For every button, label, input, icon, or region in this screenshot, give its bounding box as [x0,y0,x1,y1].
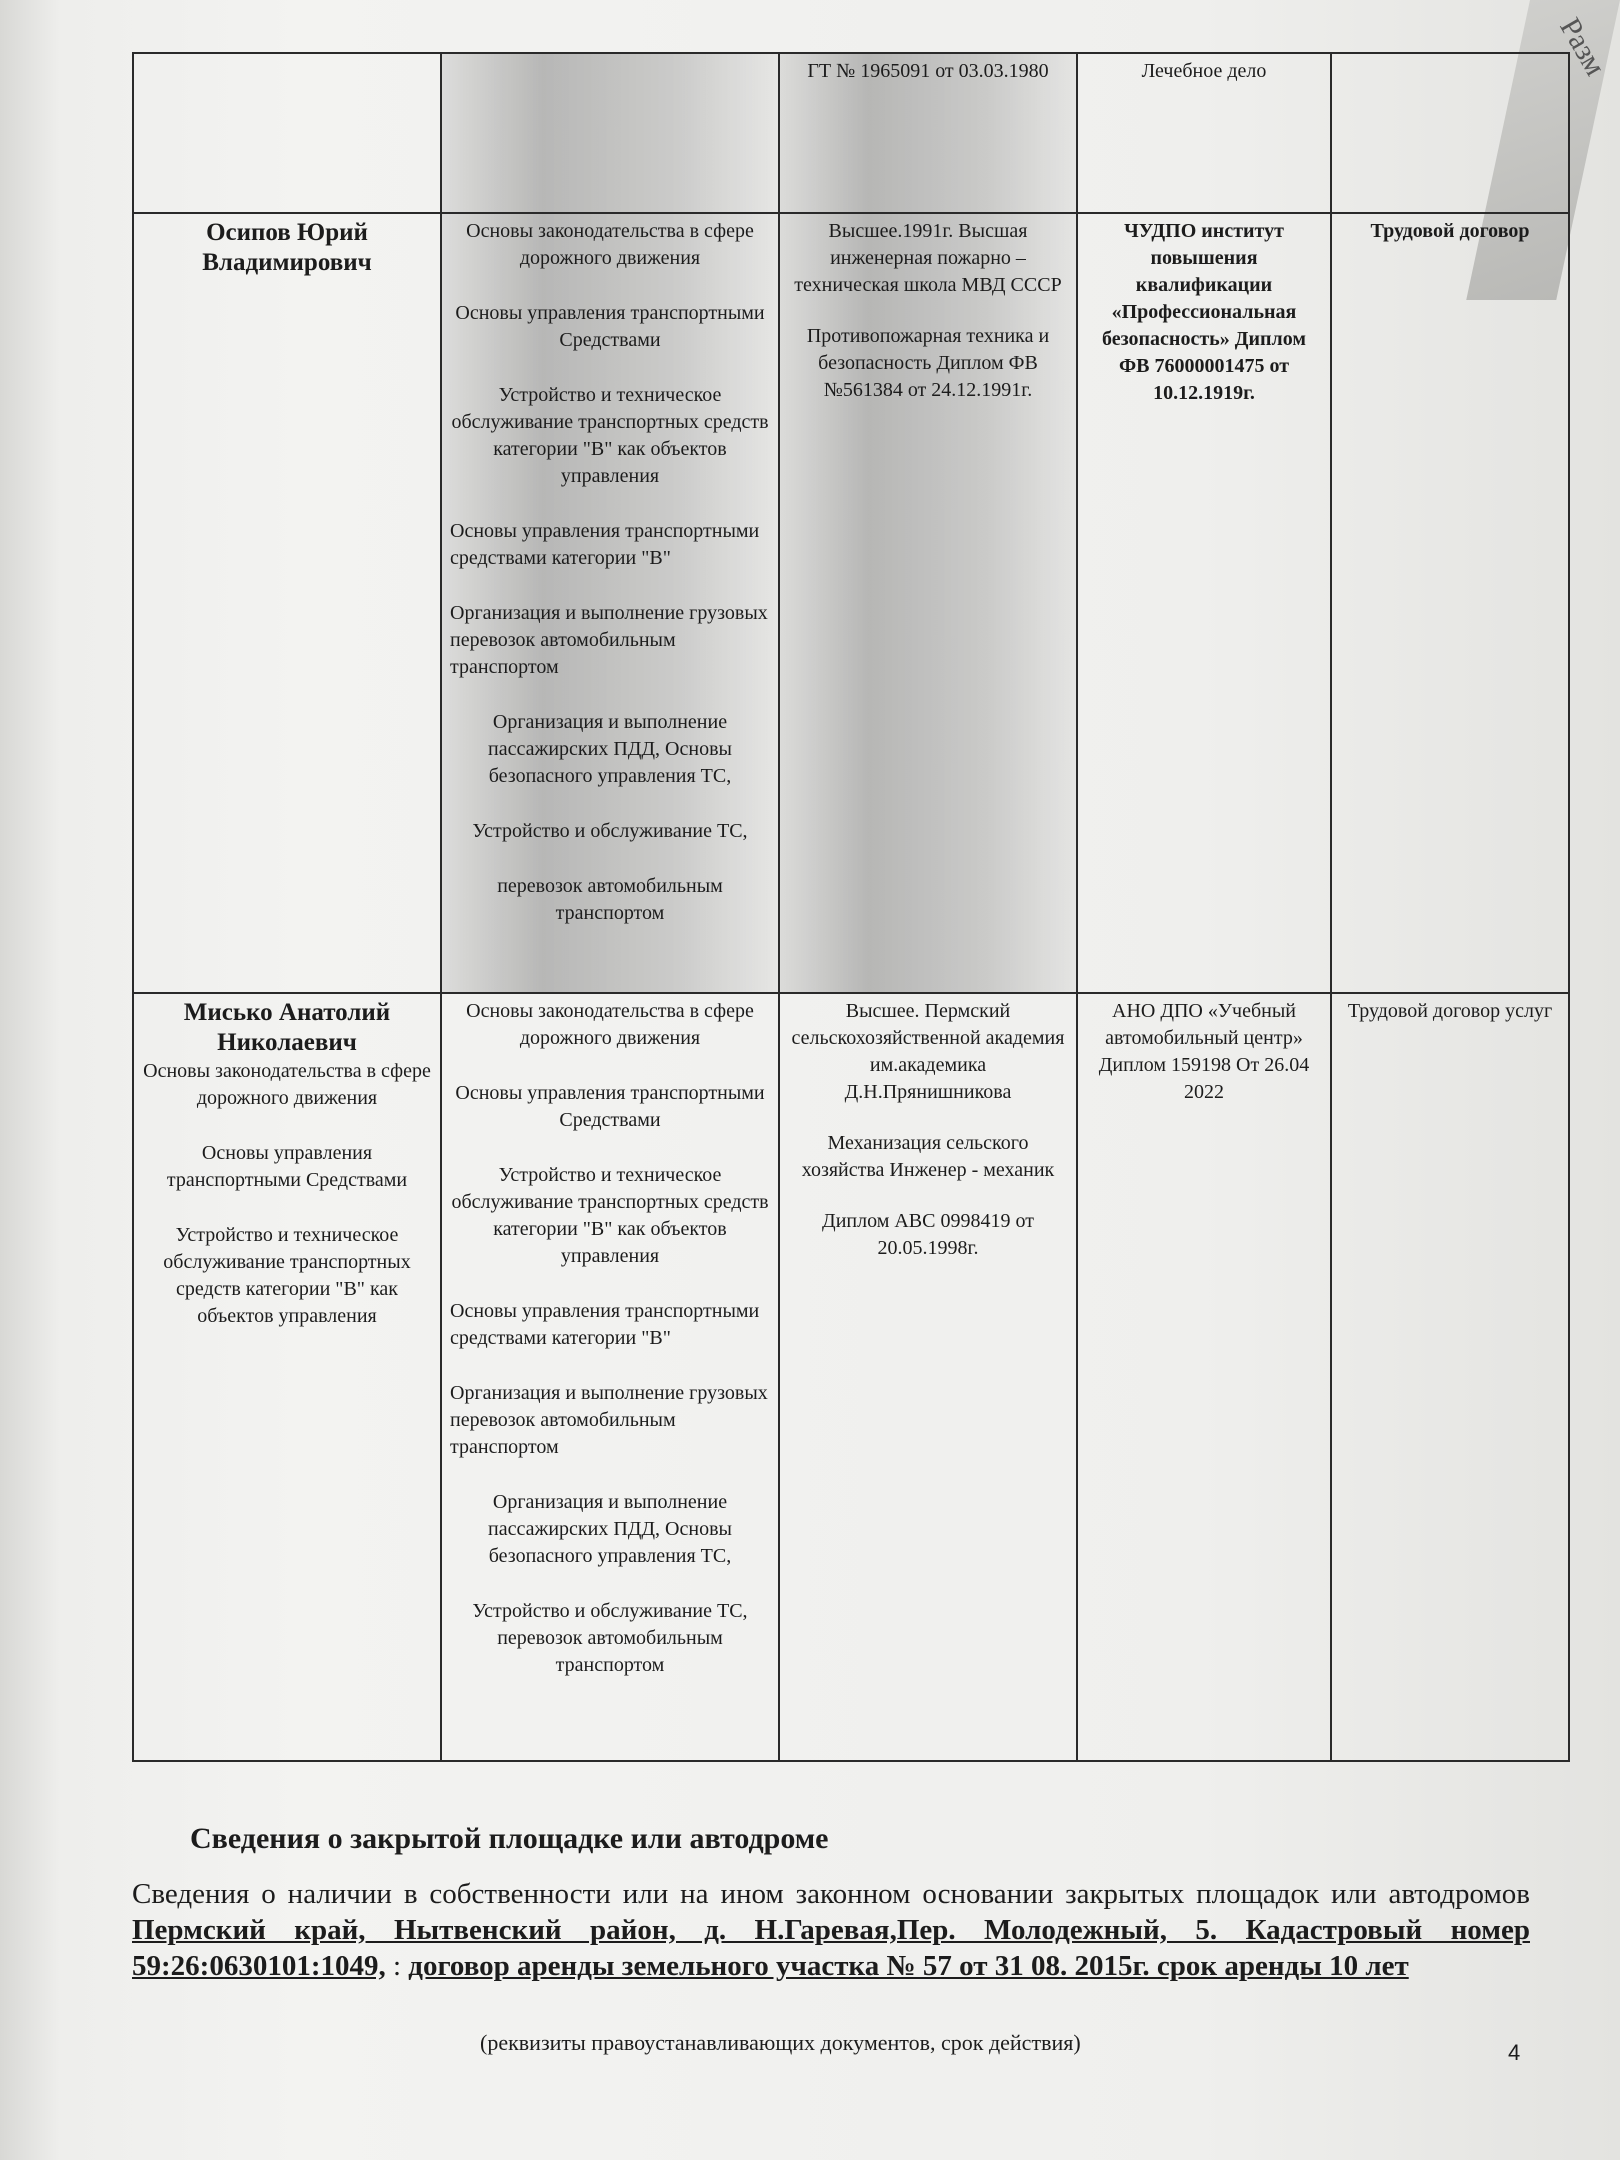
table-row [133,53,1569,213]
education-text: Противопожарная техника и безопасность Диплом ФВ №561384 от 24.12.1991г. [806,325,1050,401]
cell-education [779,53,1077,213]
subject-item: Устройство и техническое обслуживание транспортных средств категории "В" как объектов управления [451,1164,769,1267]
table-row [133,213,1569,993]
corner-fragment-text: Разм [1552,12,1612,82]
cell-contract [1331,993,1569,1761]
subject-item: Устройство и техническое обслуживание транспортных средств категории "В" как объектов управления [163,1224,411,1327]
cell-education [779,213,1077,993]
subject-item: Устройство и обслуживание ТС, перевозок автомобильным транспортом [472,1600,748,1676]
subject-item: Организация и выполнение пассажирских ПДД, Основы безопасного управления ТС, [488,1491,732,1567]
qualification-text: Лечебное дело [1141,60,1267,82]
cell-qualification [1077,53,1331,213]
subject-item: Основы управления транспортными средствами категории "В" [450,1300,760,1349]
education-text: Высшее. Пермский сельскохозяйственной академия им.академика Д.Н.Прянишникова [791,1000,1065,1103]
subject-item: Основы управления транспортными Средствами [455,302,765,351]
cell-name [133,213,441,993]
section-title: Сведения о закрытой площадке или автодроме [190,1822,829,1855]
cell-contract [1331,213,1569,993]
site-address: Пермский край, Нытвенский район, д. Н.Гаревая,Пер. Молодежный, 5. Кадастровый номер 59:26:0630101:1049, [132,1914,1530,1982]
subject-item: Организация и выполнение пассажирских ПДД, Основы безопасного управления ТС, [488,711,732,787]
subject-item: Основы управления транспортными Средствами [455,1082,765,1131]
cell-name [133,993,441,1761]
subject-item: Устройство и техническое обслуживание транспортных средств категории "В" как объектов управления [451,384,769,487]
subject-item: Основы законодательства в сфере дорожного движения [466,220,754,269]
cell-qualification [1077,213,1331,993]
subject-item: Основы законодательства в сфере дорожного движения [466,1000,754,1049]
cell-subjects [441,213,779,993]
education-text: ГТ № 1965091 от 03.03.1980 [807,60,1049,82]
cell-qualification [1077,993,1331,1761]
education-text: Механизация сельского хозяйства Инженер - механик [801,1132,1055,1181]
subject-item: Устройство и обслуживание ТС, [472,820,748,842]
table-row [133,993,1569,1761]
staff-table [132,52,1570,1762]
documents-caption: (реквизиты правоустанавливающих документов, срок действия) [480,2030,1081,2055]
contract-text: Трудовой договор услуг [1347,1000,1553,1022]
cell-name [133,53,441,213]
lease-details: договор аренды земельного участка № 57 от 31 08. 2015г. срок аренды 10 лет [408,1950,1409,1982]
cell-education [779,993,1077,1761]
subject-item: Организация и выполнение грузовых перевозок автомобильным транспортом [450,602,768,678]
section-intro: Сведения о наличии в собственности или на ином законном основании закрытых площадок или автодромов [132,1878,1530,1910]
education-text: Диплом АВС 0998419 от 20.05.1998г. [822,1210,1034,1259]
subject-item: Организация и выполнение грузовых перевозок автомобильным транспортом [450,1382,768,1458]
qualification-text: ЧУДПО институт повышения квалификации «Профессиональная безопасность» Диплом ФВ 76000001475 от 10.12.1919г. [1101,220,1306,404]
subject-item: перевозок автомобильным транспортом [497,875,723,924]
subject-item: Основы законодательства в сфере дорожного движения [143,1060,431,1109]
cell-subjects [441,993,779,1761]
page-number: 4 [1508,2040,1521,2065]
section-body [132,1876,1530,1984]
cell-contract [1331,53,1569,213]
subject-item: Основы управления транспортными Средствами [166,1142,408,1191]
contract-text: Трудовой договор [1370,220,1530,242]
cell-subjects [441,53,779,213]
teacher-name: Мисько Анатолий Николаевич [183,999,391,1056]
education-text: Высшее.1991г. Высшая инженерная пожарно – техническая школа МВД СССР [794,220,1062,296]
separator: : [385,1950,409,1982]
teacher-name: Осипов Юрий Владимирович [202,219,372,276]
subject-item: Основы управления транспортными средствами категории "В" [450,520,760,569]
qualification-text: АНО ДПО «Учебный автомобильный центр» Диплом 159198 От 26.04 2022 [1098,1000,1310,1103]
